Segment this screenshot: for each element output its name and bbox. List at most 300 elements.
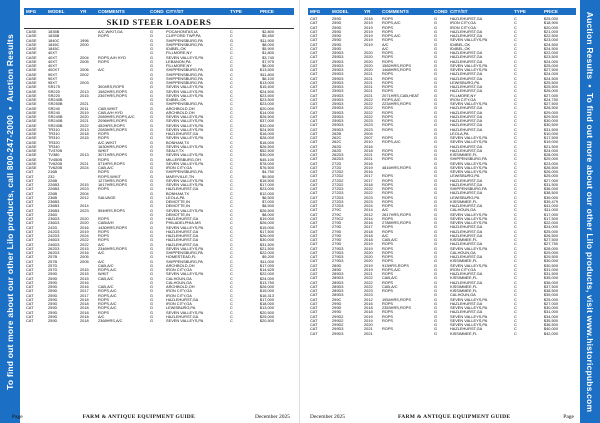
cell-comments: ROPS	[98, 217, 110, 221]
cell-comments: ROPS,A/C	[382, 267, 401, 272]
cell-model: 272D3	[332, 191, 344, 196]
cell-mfg: CAT	[310, 208, 318, 213]
cell-model: 236D	[48, 212, 58, 217]
cell-type: C	[514, 131, 517, 136]
cell-type: C	[514, 297, 517, 302]
cell-cond: G	[150, 221, 154, 226]
cell-cond: G	[150, 119, 154, 124]
cell-comments: W/KIT	[98, 149, 109, 153]
cell-model: 272D3	[332, 204, 344, 208]
cell-yr: 2018	[364, 182, 373, 187]
cell-city: SEVEN VALLEYS,PA	[166, 119, 204, 124]
cell-comments: ROPS	[382, 76, 394, 81]
cell-price: $15,000	[259, 225, 274, 230]
cell-yr: 2014	[364, 208, 373, 213]
cell-price: $26,000	[259, 221, 274, 226]
cell-model: 262D	[332, 148, 342, 153]
cell-city: KISSIMMEE,FL	[450, 276, 478, 281]
cell-price: $17,500	[259, 229, 274, 234]
cell-mfg: CAT	[310, 153, 318, 157]
cell-yr: 2019	[364, 25, 373, 30]
cell-price: $22,000	[259, 251, 274, 255]
cell-cond: G	[150, 246, 154, 251]
cell-cond: G	[434, 276, 438, 281]
cell-yr: 2023	[364, 119, 373, 123]
cell-price: $22,000	[543, 51, 558, 55]
cell-price: $24,500	[543, 46, 558, 51]
right-footer-page: Page	[563, 414, 574, 420]
cell-price: $42,000	[543, 331, 558, 336]
cell-price: $10,000	[543, 131, 558, 136]
cell-cond: G	[434, 38, 438, 43]
cell-model: 272D2	[332, 182, 344, 187]
cell-model: 40XT	[48, 51, 58, 56]
right-side-band	[580, 0, 600, 423]
cell-cond: G	[434, 216, 438, 221]
cell-model: SR240	[48, 106, 60, 111]
cell-comments: ROPS	[382, 157, 394, 162]
cell-type: C	[514, 182, 517, 187]
cell-price: $3,740	[262, 55, 274, 60]
cell-price: $40,000	[543, 327, 558, 332]
cell-comments: ROPS	[382, 89, 394, 94]
cell-model: 259D	[48, 302, 58, 306]
cell-mfg: CAT	[310, 293, 318, 298]
cell-price: $26,000	[543, 170, 558, 174]
cell-comments: ROPS	[382, 148, 394, 153]
cell-comments: ROPS	[382, 38, 394, 43]
left-column-header	[24, 8, 294, 15]
cell-price: $22,000	[259, 272, 274, 277]
cell-type: C	[230, 238, 233, 243]
cell-yr: 2021	[364, 157, 373, 162]
cell-mfg: CAT	[310, 157, 318, 162]
cell-type: C	[230, 187, 233, 192]
cell-comments: 3004RS,ROPS	[98, 85, 125, 90]
cell-yr: 2022	[364, 110, 373, 115]
cell-type: C	[230, 153, 233, 158]
cell-yr: 2004	[364, 131, 373, 136]
cell-mfg: CAT	[310, 114, 318, 119]
cell-price: $25,000	[259, 314, 274, 319]
cell-model: 232	[48, 174, 55, 179]
cell-type: C	[230, 157, 233, 162]
cell-price: $34,000	[543, 314, 558, 319]
cell-mfg: CASE	[26, 68, 37, 73]
cell-price: $76,500	[259, 166, 274, 170]
cell-price: $6,500	[262, 195, 274, 200]
cell-cond: G	[434, 267, 438, 272]
header-yr: YR	[364, 9, 371, 14]
cell-mfg: CAT	[310, 85, 318, 89]
cell-type: C	[514, 123, 517, 128]
cell-model: 226B3	[48, 187, 60, 192]
cell-type: C	[514, 195, 517, 200]
cell-model: TR320	[48, 140, 60, 145]
cell-mfg: CAT	[310, 148, 318, 153]
cell-yr: 2019	[364, 38, 373, 43]
cell-price: $26,000	[259, 285, 274, 289]
cell-mfg: CAT	[26, 259, 34, 264]
cell-model: TV370B	[48, 149, 63, 153]
cell-type: C	[230, 127, 233, 132]
cell-price: $27,500	[543, 102, 558, 106]
cell-comments: ROPS,W/KIT	[98, 174, 121, 179]
cell-cond: G	[150, 132, 154, 136]
cell-cond: G	[434, 259, 438, 264]
cell-type: C	[514, 153, 517, 157]
cell-model: SR240B	[48, 119, 63, 124]
cell-city: LEOLA,PA	[450, 131, 469, 136]
cell-model: TR340	[48, 144, 60, 149]
cell-mfg: CASE	[26, 38, 37, 43]
cell-comments: ROPS	[98, 310, 110, 315]
cell-yr: 2016	[80, 280, 89, 285]
cell-comments: 2083HRS,ROPS	[98, 127, 127, 132]
cell-comments: A/C	[98, 68, 105, 73]
header-cond: COND	[150, 9, 164, 14]
cell-yr: 2019	[364, 242, 373, 247]
cell-type: C	[514, 284, 517, 289]
cell-type: C	[514, 255, 517, 259]
cell-comments: ROPS	[382, 178, 394, 183]
cell-city: LEOLA,PA	[166, 195, 185, 200]
cell-mfg: CAT	[26, 183, 34, 187]
cell-mfg: CASE	[26, 81, 37, 85]
cell-cond: G	[150, 42, 154, 47]
cell-city: CALHOUN,GA	[450, 293, 476, 298]
cell-city: DEMOTTE,IN	[166, 204, 190, 209]
cell-yr: 2019	[364, 314, 373, 319]
cell-price: $16,500	[259, 178, 274, 183]
cell-mfg: CAT	[310, 250, 318, 255]
cell-city: SEVEN VALLEYS,PA	[450, 165, 488, 170]
cell-type: C	[230, 314, 233, 319]
cell-comments: 913HRS,ROPS	[382, 263, 409, 268]
cell-comments	[380, 332, 432, 336]
cell-model: 1845C	[48, 47, 60, 51]
cell-cond: G	[150, 51, 154, 56]
cell-model: 259D3	[332, 55, 344, 60]
cell-price: $25,000	[543, 17, 558, 21]
cell-city: LEWISBURG,PA	[450, 195, 480, 200]
cell-cond: G	[150, 93, 154, 98]
cell-yr: 2023	[364, 293, 373, 298]
cell-price: $26,500	[259, 144, 274, 149]
cell-yr: 2022	[364, 280, 373, 285]
cell-city: SEVEN VALLEYS,PA	[166, 310, 204, 315]
cell-mfg: CAT	[310, 204, 318, 208]
cell-mfg: CAT	[26, 229, 34, 234]
cell-model: 279C2	[332, 216, 344, 221]
cell-city: KISSIMMEE,FL	[450, 331, 478, 336]
cell-mfg: CAT	[26, 255, 34, 260]
cell-model: 272D3	[332, 187, 344, 191]
cell-city: HAZLEHURST,GA	[450, 148, 483, 153]
cell-comments: ROPS,A/C	[382, 97, 401, 102]
cell-type: C	[514, 46, 517, 51]
cell-type: C	[514, 97, 517, 102]
cell-city: IRON CITY,GA	[450, 267, 476, 272]
cell-mfg: CASE	[26, 144, 37, 149]
cell-price: $13,750	[259, 280, 274, 285]
cell-yr: 2021	[80, 102, 89, 107]
cell-city: SHIPPENSBURG,PA	[166, 42, 203, 47]
cell-yr: 2020	[364, 323, 373, 327]
cell-mfg: CAT	[310, 259, 318, 264]
cell-comments: ROPS	[382, 225, 394, 230]
cell-type: C	[514, 55, 517, 60]
right-page	[300, 0, 600, 423]
cell-mfg: CAT	[310, 80, 318, 85]
cell-city: HAZLEHURST,GA	[450, 242, 483, 247]
header-cond: COND	[434, 9, 448, 14]
cell-yr: 2023	[364, 195, 373, 200]
cell-cond: G	[434, 72, 438, 77]
cell-type: C	[514, 80, 517, 85]
cell-city: HAZLEHURST,GA	[450, 233, 483, 238]
cell-mfg: CAT	[310, 25, 318, 30]
cell-type: C	[514, 174, 517, 179]
right-footer-date: December 2025	[310, 414, 345, 420]
header-type: TYPE	[230, 9, 242, 14]
cell-city: SHIPPENSBURG,PA	[166, 251, 203, 255]
cell-price: $35,500	[543, 318, 558, 323]
cell-cond: G	[434, 29, 438, 34]
cell-comments: ROPS,A/H HYD	[98, 55, 126, 60]
cell-comments: CAB,W/KIT	[98, 106, 118, 111]
cell-model: 262D3	[332, 153, 344, 157]
cell-price: $23,000	[259, 102, 274, 107]
cell-city: HAZLEHURST,GA	[450, 191, 483, 196]
cell-price: $26,500	[259, 208, 274, 213]
cell-comments: ROPS	[382, 255, 394, 259]
cell-type: C	[514, 216, 517, 221]
cell-type: C	[230, 123, 233, 128]
cell-city: SEVEN VALLEYS,PA	[450, 68, 488, 72]
cell-type: C	[514, 212, 517, 217]
cell-city: HOMESTEAD,FL	[166, 255, 197, 260]
cell-comments: ROPS	[382, 119, 394, 123]
cell-yr: 2020	[364, 51, 373, 55]
cell-price: $14,625	[259, 268, 274, 272]
cell-model: 262D	[332, 144, 342, 149]
cell-cond: G	[434, 148, 438, 153]
cell-type: C	[514, 110, 517, 115]
cell-comments: 2089HRS,ROPS,A/C	[98, 115, 135, 119]
cell-comments: ROPS	[382, 246, 394, 251]
cell-type: C	[230, 55, 233, 60]
cell-price: $15,000	[259, 289, 274, 294]
cell-city: SEVEN VALLEYS,PA	[450, 38, 488, 43]
cell-comments: ROPS,A/C	[98, 268, 117, 272]
cell-cond: G	[150, 106, 154, 111]
cell-mfg: CASE	[26, 98, 37, 102]
cell-price: $21,500	[543, 144, 558, 149]
cell-mfg: CAT	[310, 314, 318, 319]
cell-cond: G	[150, 302, 154, 306]
cell-city: LEWISBURG,PA	[450, 174, 480, 179]
cell-yr: 2015	[80, 183, 89, 187]
cell-comments: W/KIT	[98, 272, 109, 277]
cell-price: $23,000	[543, 38, 558, 43]
cell-price: $17,500	[543, 136, 558, 140]
cell-comments: ROPS	[382, 187, 394, 191]
cell-yr: 2022	[80, 242, 89, 247]
cell-cond: G	[150, 225, 154, 230]
cell-price: $11,800	[260, 72, 274, 77]
cell-comments: ROPS	[382, 136, 394, 140]
cell-city: SEVEN VALLEYS,PA	[166, 85, 204, 90]
cell-type: C	[230, 225, 233, 230]
cell-mfg: CAT	[310, 284, 318, 289]
cell-mfg: CASE	[26, 34, 37, 39]
cell-cond: G	[434, 140, 438, 145]
cell-model: 259D	[48, 276, 58, 281]
cell-model: 259D3	[332, 123, 344, 128]
cell-city: HAZLEHURST,GA	[450, 327, 483, 332]
cell-comments: ROPS	[382, 250, 394, 255]
cell-type: C	[514, 119, 517, 123]
cell-cond: G	[150, 251, 154, 255]
cell-city: HAZLEHURST,GA	[450, 119, 483, 123]
header-yr: YR	[80, 9, 87, 14]
cell-type: C	[514, 102, 517, 106]
cell-price: $11,900	[260, 38, 274, 43]
cell-model: 95XT	[48, 81, 58, 85]
cell-comments: ROPS	[382, 195, 394, 200]
cell-mfg: CASE	[26, 85, 37, 90]
cell-city: SHIPPENSBURG,PA	[450, 187, 487, 191]
cell-city: LEBANON,PA	[166, 59, 191, 64]
cell-model: SR220	[48, 93, 60, 98]
cell-model: 40XT	[48, 55, 58, 60]
cell-price: $24,000	[543, 225, 558, 230]
header-city: CITY/ST	[166, 9, 184, 14]
cell-price: $27,000	[543, 301, 558, 306]
cell-yr: 2017	[364, 174, 373, 179]
cell-price: $39,479	[543, 199, 558, 204]
cell-comments: ROPS	[98, 229, 110, 234]
cell-city: HAZLEHURST,GA	[450, 272, 483, 276]
cell-cond: G	[150, 59, 154, 64]
cell-type: C	[230, 51, 233, 56]
cell-type: C	[514, 76, 517, 81]
cell-price: $28,000	[543, 246, 558, 251]
cell-mfg: CASE	[26, 136, 37, 141]
cell-mfg: CAT	[310, 161, 318, 166]
cell-type: C	[514, 306, 517, 310]
cell-price: $14,000	[259, 110, 274, 115]
cell-price: $24,000	[543, 148, 558, 153]
cell-city: SEVEN VALLEYS,PA	[450, 170, 488, 174]
cell-mfg: CAT	[310, 165, 318, 170]
cell-price: $18,000	[259, 302, 274, 306]
cell-cond: G	[434, 165, 438, 170]
cell-model: 1840C	[48, 38, 60, 43]
cell-price: $30,500	[543, 123, 558, 128]
table-row	[24, 319, 294, 323]
cell-yr: 2022	[364, 191, 373, 196]
cell-type: C	[230, 280, 233, 285]
cell-cond: G	[150, 140, 154, 145]
cell-price: $37,000	[259, 119, 274, 124]
cell-model: 259D	[332, 25, 342, 30]
cell-city: SEVEN VALLEYS,PA	[450, 263, 488, 268]
cell-yr: 2013	[80, 89, 89, 94]
cell-city: SEVEN VALLEYS,PA	[450, 314, 488, 319]
cell-cond: G	[434, 161, 438, 166]
cell-price: $9,200	[262, 255, 274, 260]
cell-comments: A/C	[98, 259, 105, 264]
cell-city: POCAHONTAS,IA	[166, 30, 198, 34]
cell-mfg: CAT	[310, 51, 318, 55]
cell-model: 272D2	[332, 174, 344, 179]
cell-comments: ROPS	[382, 114, 394, 119]
cell-price: $24,000	[543, 72, 558, 77]
cell-yr: 2016	[80, 251, 89, 255]
cell-comments: SALVAGE	[98, 195, 116, 200]
cell-comments: ROPS	[382, 199, 394, 204]
cell-city: HAZLEHURST,GA	[450, 182, 483, 187]
cell-cond: G	[434, 42, 438, 47]
cell-city: FILLMORE,NY	[450, 93, 476, 98]
cell-model: 257B	[48, 255, 58, 260]
cell-yr: 2016	[80, 225, 89, 230]
cell-cond: G	[434, 306, 438, 310]
cell-cond: G	[434, 208, 438, 213]
cell-type: C	[514, 267, 517, 272]
cell-model: 289D3	[332, 276, 344, 281]
cell-type: C	[230, 144, 233, 149]
cell-comments: ROPS	[98, 34, 110, 39]
cell-city: HAZLEHURST,GA	[166, 229, 199, 234]
cell-cond: G	[150, 166, 154, 170]
cell-cond: G	[150, 238, 154, 243]
cell-model: 299C	[332, 297, 342, 302]
cell-city: SEVEN VALLEYS,PA	[450, 63, 488, 68]
cell-type: C	[514, 170, 517, 174]
cell-mfg: CAT	[310, 221, 318, 225]
cell-price: $31,500	[259, 242, 274, 247]
cell-cond: G	[150, 242, 154, 247]
cell-type: C	[514, 221, 517, 225]
cell-model: TV620B	[48, 161, 63, 166]
cell-price: $6,100	[262, 76, 274, 81]
cell-price: $4,750	[262, 170, 274, 175]
cell-comments: ROPS	[382, 280, 394, 285]
left-footer-page: Page	[12, 414, 23, 420]
cell-type: C	[514, 263, 517, 268]
cell-type: C	[230, 306, 233, 311]
cell-price: $30,000	[543, 259, 558, 264]
cell-model: 262C	[332, 136, 342, 140]
cell-model: 272D3	[332, 195, 344, 200]
cell-type: C	[230, 161, 233, 166]
cell-type: C	[514, 165, 517, 170]
cell-type: C	[230, 289, 233, 294]
cell-price: $27,500	[543, 68, 558, 72]
cell-comments: ROPS	[382, 80, 394, 85]
cell-cond: G	[434, 106, 438, 111]
cell-price: $13,000	[259, 306, 274, 311]
cell-mfg: CAT	[310, 276, 318, 281]
cell-mfg: CAT	[310, 17, 318, 21]
cell-model: 257B	[48, 259, 58, 264]
cell-comments: 452HRS,ROPS	[98, 123, 125, 128]
cell-comments: A/C	[382, 42, 389, 47]
cell-city: HAZLEHURST,GA	[450, 123, 483, 128]
